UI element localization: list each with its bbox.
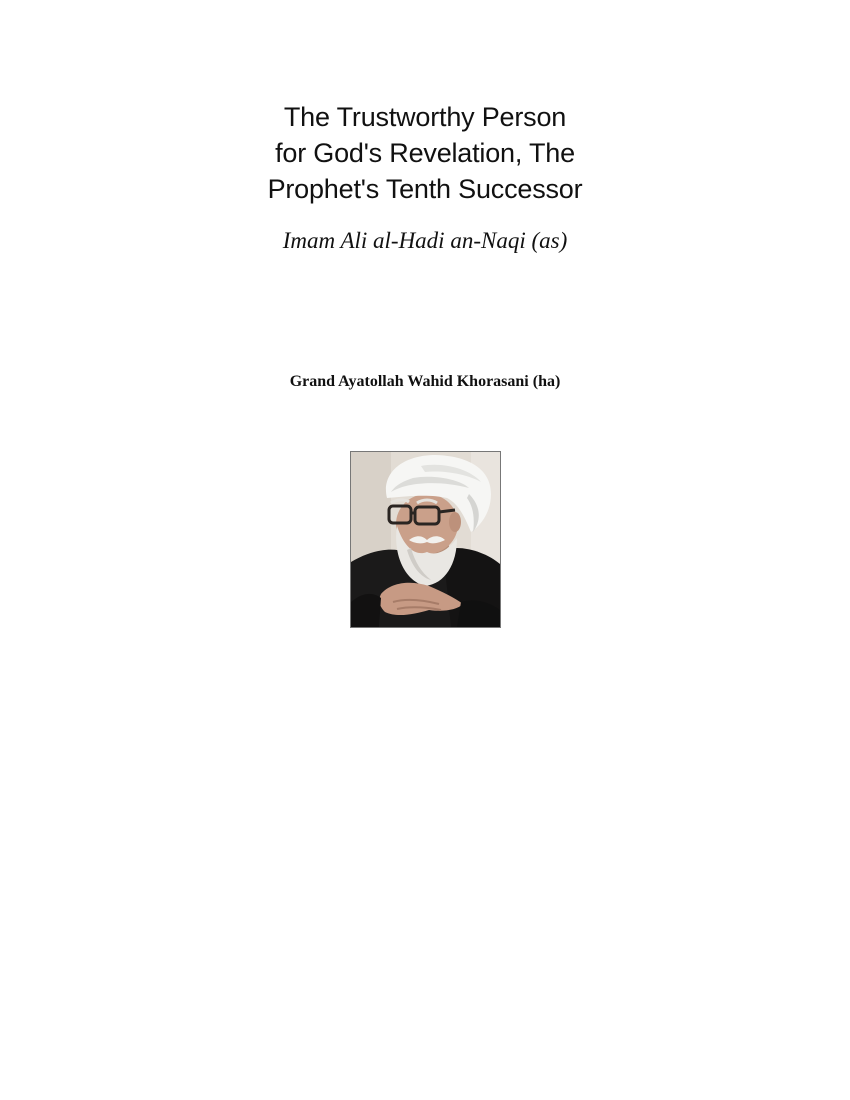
- book-subtitle: Imam Ali al-Hadi an-Naqi (as): [282, 228, 568, 253]
- portrait-illustration: [351, 452, 500, 627]
- author-name: Grand Ayatollah Wahid Khorasani (ha): [289, 373, 561, 390]
- title-line-3: Prophet's Tenth Successor: [267, 174, 583, 204]
- book-title: [0, 99, 850, 207]
- title-line-1: The Trustworthy Person: [283, 102, 567, 132]
- author-portrait: [350, 451, 501, 628]
- title-line-2: for God's Revelation, The: [275, 138, 575, 168]
